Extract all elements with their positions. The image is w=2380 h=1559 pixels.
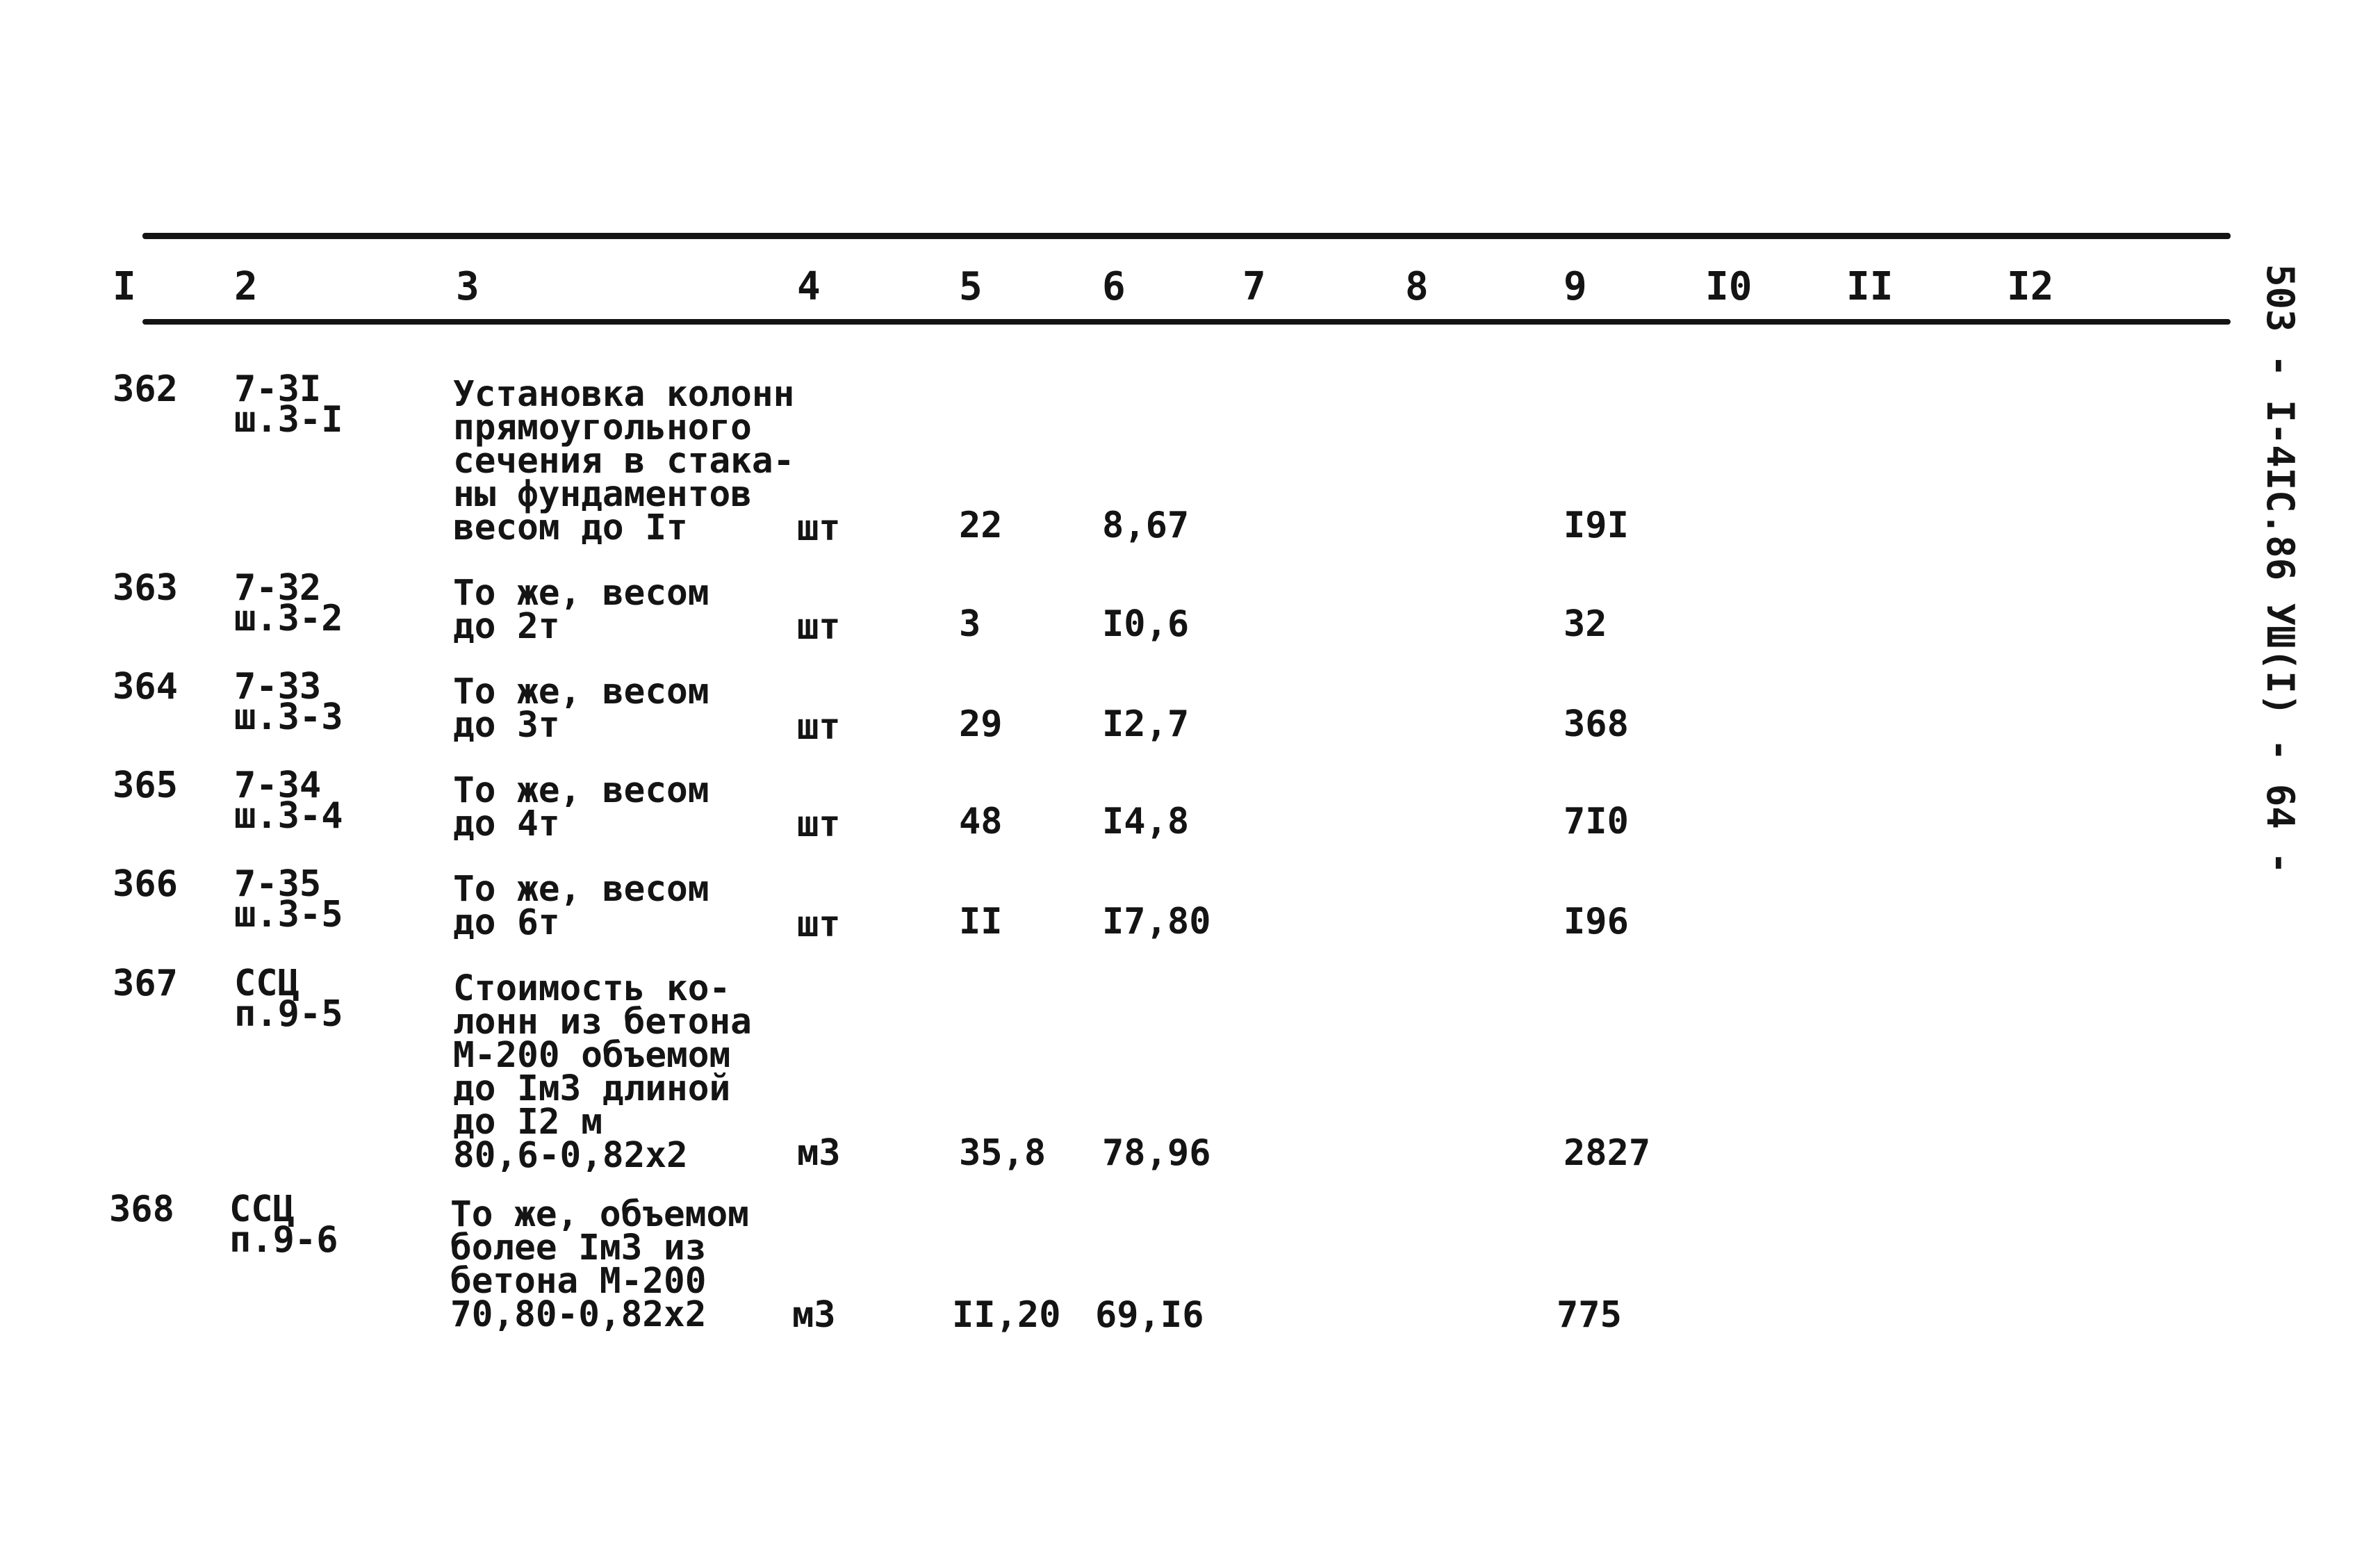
col-header-12: I2: [2007, 264, 2054, 309]
row-number: 367: [113, 963, 178, 1004]
total-cost: 2827: [1564, 1132, 1651, 1174]
col-header-3: 3: [456, 264, 479, 309]
description-line: весом до Iт: [453, 507, 688, 548]
description-line: То же, весом: [453, 573, 709, 614]
norm-code: 7-35: [234, 863, 322, 905]
col-header-1: I: [113, 264, 136, 309]
total-cost: 368: [1564, 703, 1629, 745]
total-cost: I9I: [1564, 505, 1629, 546]
quantity: II: [959, 901, 1003, 942]
description-line: сечения в стака-: [453, 441, 795, 482]
description-line: ны фундаментов: [453, 474, 752, 515]
column-header-row: [0, 263, 2293, 311]
description-line: бетона М-200: [450, 1261, 707, 1302]
description-line: лонн из бетона: [453, 1002, 752, 1043]
quantity: 22: [959, 505, 1003, 546]
row-number: 363: [113, 567, 178, 609]
norm-ref: ш.3-2: [234, 598, 343, 639]
unit: шт: [797, 507, 841, 549]
work-description: [453, 968, 814, 1176]
header-rule: [142, 319, 2231, 325]
norm-ref: ш.3-5: [234, 894, 343, 936]
col-header-7: 7: [1242, 264, 1266, 309]
col-header-5: 5: [959, 264, 983, 309]
description-line: до 4т: [453, 803, 560, 844]
quantity: 3: [959, 603, 981, 645]
norm-code: 7-32: [234, 567, 322, 609]
unit: шт: [797, 803, 841, 845]
norm-ref: п.9-5: [234, 993, 343, 1035]
unit: шт: [797, 706, 841, 748]
description-line: до Iм3 длиной: [453, 1068, 731, 1109]
quantity: 35,8: [959, 1132, 1047, 1174]
unit: шт: [797, 606, 841, 648]
norm-ref: п.9-6: [229, 1219, 338, 1261]
norm-code: 7-34: [234, 765, 322, 806]
unit-price: I2,7: [1102, 703, 1190, 745]
unit-price: I4,8: [1102, 801, 1190, 842]
norm-code: ССЦ: [229, 1189, 295, 1230]
description-line: более Iм3 из: [450, 1227, 707, 1268]
description-line: до 2т: [453, 606, 560, 647]
work-description: [450, 1194, 812, 1335]
col-header-2: 2: [234, 264, 258, 309]
side-margin-stamp: [2258, 264, 2307, 890]
norm-ref: ш.3-I: [234, 399, 343, 441]
unit-price: 8,67: [1102, 505, 1190, 546]
top-rule: [142, 233, 2231, 239]
work-description: [453, 374, 814, 548]
col-header-6: 6: [1102, 264, 1126, 309]
description-line: То же, весом: [453, 770, 709, 811]
unit-price: I7,80: [1102, 901, 1211, 942]
description-line: 70,80-0,82х2: [450, 1294, 707, 1335]
work-description: [453, 869, 814, 943]
row-number: 365: [113, 765, 178, 806]
description-line: То же, весом: [453, 671, 709, 712]
description-line: То же, объемом: [450, 1194, 749, 1235]
col-header-4: 4: [797, 264, 821, 309]
total-cost: 7I0: [1564, 801, 1629, 842]
col-header-10: I0: [1705, 264, 1753, 309]
unit: шт: [797, 904, 841, 945]
description-line: до 6т: [453, 902, 560, 943]
row-number: 366: [113, 863, 178, 905]
description-line: То же, весом: [453, 869, 709, 910]
work-description: [453, 770, 814, 844]
description-line: Установка колонн: [453, 374, 795, 415]
description-line: до 3т: [453, 705, 560, 746]
col-header-8: 8: [1405, 264, 1429, 309]
row-number: 364: [113, 666, 178, 708]
unit-price: I0,6: [1102, 603, 1190, 645]
description-line: до I2 м: [453, 1102, 602, 1143]
description-line: Стоимость ко-: [453, 968, 731, 1009]
col-header-9: 9: [1564, 264, 1587, 309]
col-header-11: II: [1846, 264, 1894, 309]
document-code-label: 503 - I-4IС.86 УШ(I) - 64 -: [2258, 264, 2302, 874]
norm-code: 7-3I: [234, 368, 322, 410]
row-number: 362: [113, 368, 178, 410]
quantity: 48: [959, 801, 1003, 842]
total-cost: I96: [1564, 901, 1629, 942]
unit-price: 78,96: [1102, 1132, 1211, 1174]
row-number: 368: [109, 1189, 174, 1230]
description-line: 80,6-0,82х2: [453, 1135, 688, 1176]
unit: м3: [792, 1294, 836, 1336]
work-description: [453, 671, 814, 746]
norm-ref: ш.3-3: [234, 696, 343, 738]
quantity: 29: [959, 703, 1003, 745]
norm-code: 7-33: [234, 666, 322, 708]
unit: м3: [797, 1132, 841, 1174]
description-line: прямоугольного: [453, 407, 752, 448]
work-description: [453, 573, 814, 647]
norm-code: ССЦ: [234, 963, 299, 1004]
total-cost: 775: [1557, 1294, 1622, 1336]
quantity: II,20: [952, 1294, 1061, 1336]
total-cost: 32: [1564, 603, 1607, 645]
norm-ref: ш.3-4: [234, 795, 343, 837]
description-line: М-200 объемом: [453, 1035, 731, 1076]
unit-price: 69,I6: [1095, 1294, 1204, 1336]
